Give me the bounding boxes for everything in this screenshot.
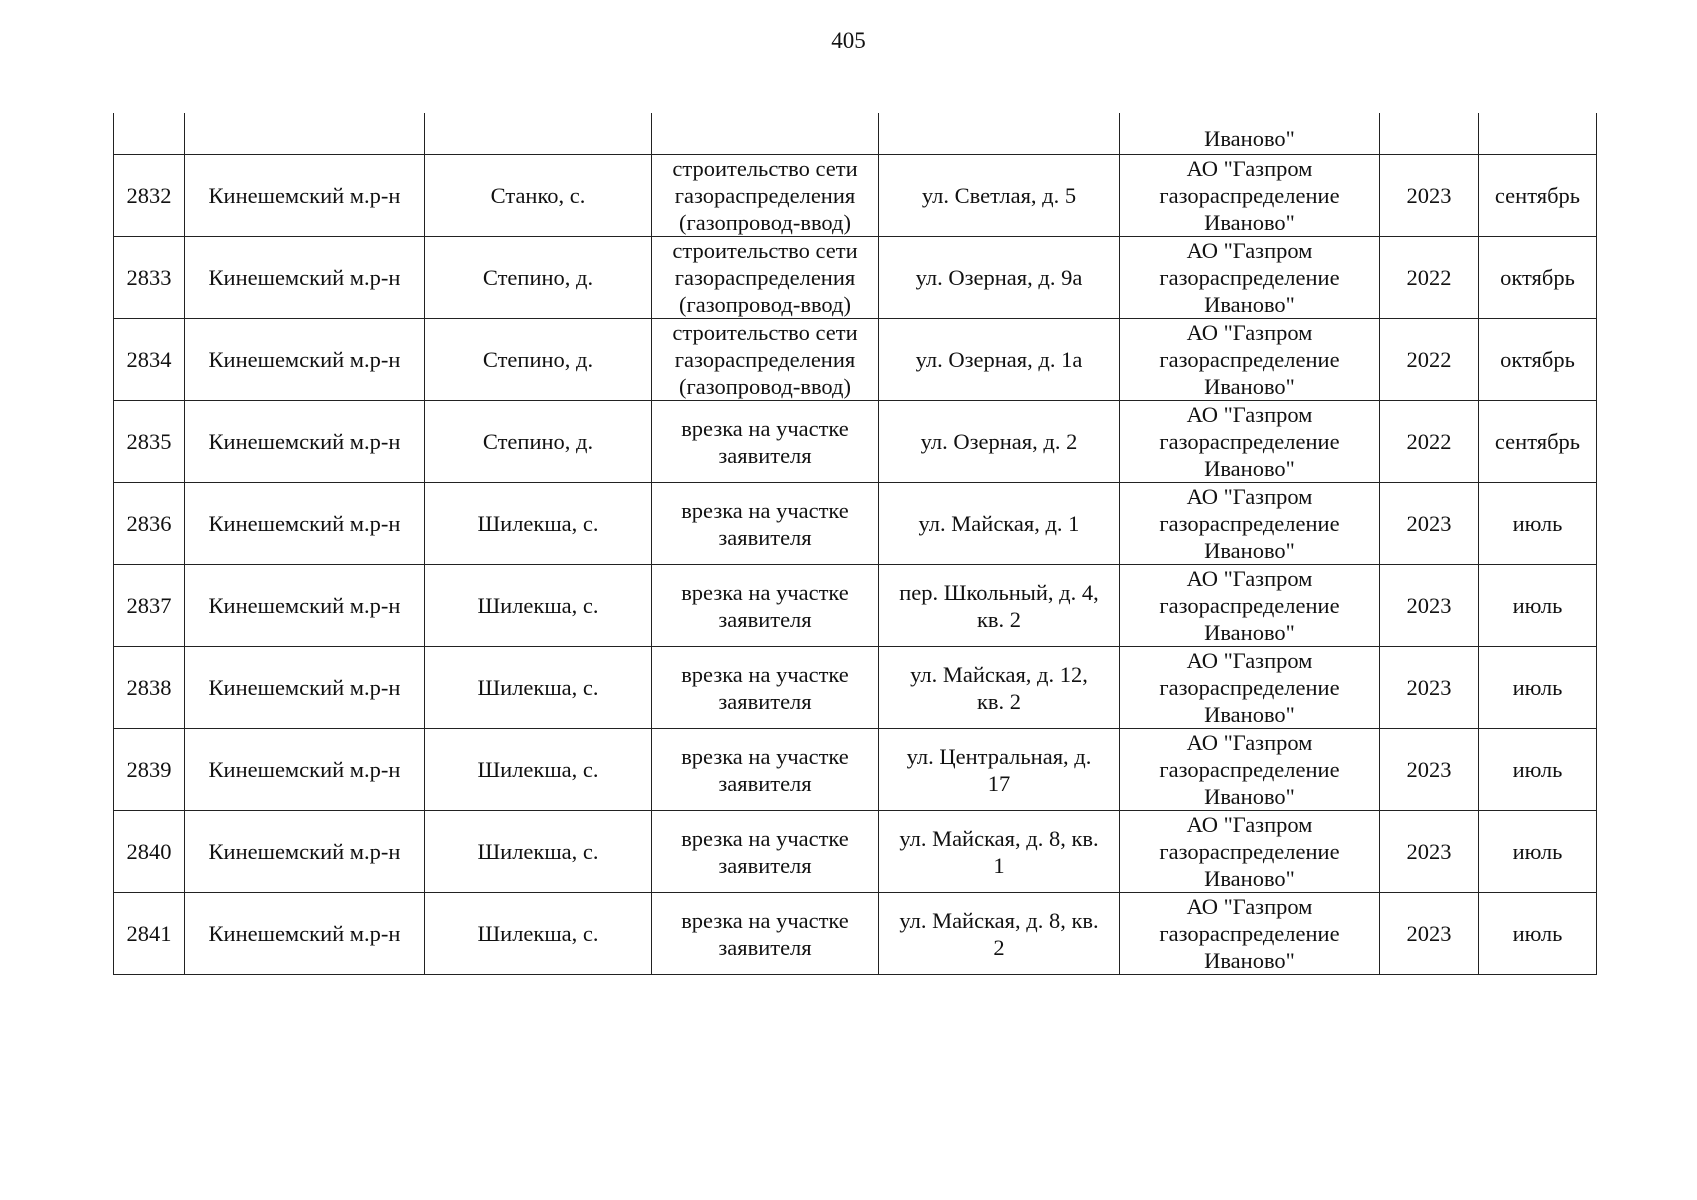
cell-year: 2023 [1380,811,1479,893]
cell-work [652,319,879,401]
cell-num: 2839 [114,729,185,811]
cell-org [1120,483,1380,565]
cell-line: АО "Газпром [1186,648,1313,673]
cell-org [1120,565,1380,647]
cell-line: заявителя [718,442,812,468]
cell-org [1120,647,1380,729]
table-row [114,647,1597,729]
table-row [114,729,1597,811]
cell-year [1380,113,1479,155]
cell-num: 2836 [114,483,185,565]
cell-settlement: Шилекша, с. [425,893,652,975]
continuation-row [114,113,1597,155]
cell-line: газораспределения [674,265,856,290]
cell-line: строительство сети [672,320,858,345]
cell-line: врезка на участке [681,743,849,769]
gas-connection-table [113,113,1597,975]
cell-month: июль [1479,893,1597,975]
cell-month [1479,113,1597,155]
cell-address [879,647,1120,729]
cell-line: Иваново" [1204,210,1295,235]
cell-num: 2840 [114,811,185,893]
cell-address [879,401,1120,483]
cell-settlement: Шилекша, с. [425,647,652,729]
cell-work [652,565,879,647]
cell-district: Кинешемский м.р-н [185,155,425,237]
cell-settlement [425,113,652,155]
cell-org: Иваново" [1120,113,1380,155]
cell-district: Кинешемский м.р-н [185,647,425,729]
cell-settlement: Станко, с. [425,155,652,237]
cell-line: врезка на участке [681,497,849,523]
cell-line: заявителя [718,770,812,796]
cell-settlement: Шилекша, с. [425,811,652,893]
cell-line: АО "Газпром [1186,238,1313,263]
cell-year: 2022 [1380,401,1479,483]
cell-line: газораспределение [1159,183,1340,208]
cell-line: ул. Озерная, д. 9а [915,265,1083,290]
cell-line: ул. Майская, д. 1 [918,511,1080,536]
cell-work [652,401,879,483]
cell-month: июль [1479,483,1597,565]
cell-line: газораспределение [1159,921,1340,946]
cell-line: 17 [987,770,1011,796]
cell-line: газораспределения [674,347,856,372]
page-number: 405 [831,28,866,53]
cell-line: (газопровод-ввод) [679,292,851,317]
cell-address [879,155,1120,237]
cell-district: Кинешемский м.р-н [185,483,425,565]
cell-line: ул. Майская, д. 8, кв. [899,907,1099,933]
cell-org [1120,729,1380,811]
cell-line: ул. Озерная, д. 1а [915,347,1083,372]
cell-year: 2023 [1380,893,1479,975]
cell-month: сентябрь [1479,155,1597,237]
cell-work [652,893,879,975]
cell-month: июль [1479,647,1597,729]
cell-line: врезка на участке [681,415,849,441]
cell-org [1120,155,1380,237]
cell-year: 2023 [1380,729,1479,811]
cell-line: врезка на участке [681,579,849,605]
cell-line: газораспределение [1159,347,1340,372]
cell-line: ул. Озерная, д. 2 [920,429,1078,454]
cell-org [1120,401,1380,483]
cell-line: АО "Газпром [1186,484,1313,509]
cell-line: заявителя [718,606,812,632]
table-row [114,893,1597,975]
cell-work [652,237,879,319]
cell-line: пер. Школьный, д. 4, [899,579,1099,605]
cell-line: Иваново" [1204,784,1295,809]
cell-org [1120,237,1380,319]
cell-month: октябрь [1479,237,1597,319]
cell-settlement: Шилекша, с. [425,565,652,647]
cell-line: газораспределение [1159,757,1340,782]
cell-line: газораспределение [1159,511,1340,536]
cell-line: заявителя [718,524,812,550]
cell-district: Кинешемский м.р-н [185,729,425,811]
cell-num: 2835 [114,401,185,483]
cell-line: Иваново" [1204,456,1295,481]
cell-month: июль [1479,565,1597,647]
cell-line: Иваново" [1204,292,1295,317]
table-body [114,113,1597,975]
cell-num: 2833 [114,237,185,319]
cell-settlement: Степино, д. [425,237,652,319]
table-row [114,483,1597,565]
cell-address [879,729,1120,811]
cell-work [652,113,879,155]
cell-line: заявителя [718,852,812,878]
cell-settlement: Степино, д. [425,319,652,401]
cell-num: 2841 [114,893,185,975]
cell-year: 2022 [1380,319,1479,401]
cell-line: АО "Газпром [1186,730,1313,755]
cell-line: (газопровод-ввод) [679,374,851,399]
cell-line: кв. 2 [976,688,1022,714]
cell-work [652,483,879,565]
cell-org [1120,319,1380,401]
cell-line: АО "Газпром [1186,402,1313,427]
cell-address [879,565,1120,647]
cell-line: ул. Светлая, д. 5 [921,183,1077,208]
cell-line: Иваново" [1204,374,1295,399]
cell-line: АО "Газпром [1186,894,1313,919]
cell-line: врезка на участке [681,661,849,687]
cell-line: Иваново" [1204,948,1295,973]
cell-line: Иваново" [1204,702,1295,727]
cell-num: 2834 [114,319,185,401]
cell-month: сентябрь [1479,401,1597,483]
cell-line: (газопровод-ввод) [679,210,851,235]
table-row [114,565,1597,647]
cell-line: 2 [993,934,1005,960]
cell-line: газораспределения [674,183,856,208]
cell-line: АО "Газпром [1186,156,1313,181]
table-row [114,401,1597,483]
cell-district [185,113,425,155]
cell-line: газораспределение [1159,429,1340,454]
cell-work [652,647,879,729]
cell-line: строительство сети [672,238,858,263]
table-row [114,237,1597,319]
cell-num: 2832 [114,155,185,237]
cell-line: врезка на участке [681,825,849,851]
cell-line: АО "Газпром [1186,566,1313,591]
cell-settlement: Шилекша, с. [425,483,652,565]
table-row [114,155,1597,237]
cell-address [879,319,1120,401]
cell-district: Кинешемский м.р-н [185,237,425,319]
cell-line: ул. Центральная, д. [906,743,1092,769]
cell-address [879,237,1120,319]
cell-line: газораспределение [1159,839,1340,864]
cell-line: Иваново" [1204,620,1295,645]
cell-district: Кинешемский м.р-н [185,319,425,401]
cell-num [114,113,185,155]
cell-year: 2023 [1380,647,1479,729]
cell-work [652,155,879,237]
cell-line: Иваново" [1204,866,1295,891]
cell-line: заявителя [718,934,812,960]
cell-line: заявителя [718,688,812,714]
cell-line: АО "Газпром [1186,812,1313,837]
cell-district: Кинешемский м.р-н [185,811,425,893]
cell-year: 2022 [1380,237,1479,319]
cell-month: октябрь [1479,319,1597,401]
cell-line: Иваново" [1204,538,1295,563]
cell-line: врезка на участке [681,907,849,933]
cell-work [652,729,879,811]
cell-line: 1 [993,852,1005,878]
table-row [114,319,1597,401]
cell-work [652,811,879,893]
cell-year: 2023 [1380,155,1479,237]
cell-line: строительство сети [672,156,858,181]
cell-settlement: Степино, д. [425,401,652,483]
cell-year: 2023 [1380,483,1479,565]
cell-year: 2023 [1380,565,1479,647]
cell-month: июль [1479,811,1597,893]
cell-address [879,483,1120,565]
cell-district: Кинешемский м.р-н [185,565,425,647]
cell-district: Кинешемский м.р-н [185,401,425,483]
cell-line: газораспределение [1159,593,1340,618]
cell-num: 2837 [114,565,185,647]
cell-address [879,113,1120,155]
cell-num: 2838 [114,647,185,729]
cell-line: кв. 2 [976,606,1022,632]
cell-address [879,893,1120,975]
cell-line: ул. Майская, д. 12, [910,661,1088,687]
cell-org [1120,893,1380,975]
cell-line: газораспределение [1159,675,1340,700]
cell-district: Кинешемский м.р-н [185,893,425,975]
cell-address [879,811,1120,893]
cell-line: ул. Майская, д. 8, кв. [899,825,1099,851]
cell-line: газораспределение [1159,265,1340,290]
cell-org [1120,811,1380,893]
cell-month: июль [1479,729,1597,811]
table-row [114,811,1597,893]
cell-settlement: Шилекша, с. [425,729,652,811]
cell-line: АО "Газпром [1186,320,1313,345]
